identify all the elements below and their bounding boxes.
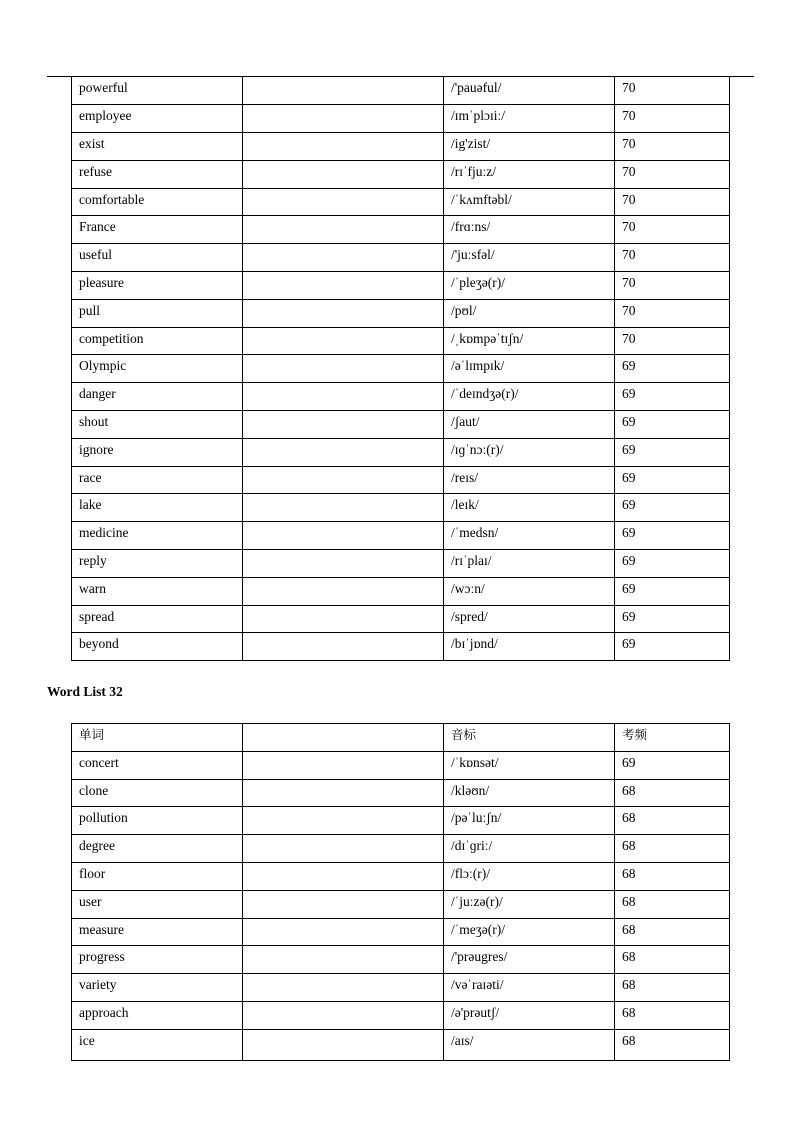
table-row [72, 918, 730, 946]
phonetic-cell: /ˌkɒmpəˈtɪʃn/ [444, 327, 615, 355]
phonetic-cell: /vəˈraɪəti/ [444, 974, 615, 1002]
word-cell: employee [72, 105, 243, 133]
frequency-cell: 69 [615, 550, 730, 578]
frequency-cell: 69 [615, 522, 730, 550]
word-cell: refuse [72, 160, 243, 188]
frequency-cell: 68 [615, 862, 730, 890]
meaning-cell [243, 577, 444, 605]
table-row [72, 383, 730, 411]
frequency-cell: 69 [615, 494, 730, 522]
table-row [72, 244, 730, 272]
word-cell: progress [72, 946, 243, 974]
table-row [72, 272, 730, 300]
word-cell: race [72, 466, 243, 494]
meaning-cell [243, 383, 444, 411]
word-list-32-table [71, 723, 730, 1061]
phonetic-cell: /bɪˈjɒnd/ [444, 633, 615, 661]
word-list-31-body [72, 77, 730, 661]
table-row [72, 438, 730, 466]
phonetic-cell: /pəˈluːʃn/ [444, 807, 615, 835]
table-row [72, 946, 730, 974]
meaning-cell [243, 779, 444, 807]
meaning-cell [243, 522, 444, 550]
frequency-cell: 69 [615, 577, 730, 605]
frequency-cell: 70 [615, 327, 730, 355]
meaning-cell [243, 1001, 444, 1029]
table-row [72, 522, 730, 550]
table-row [72, 411, 730, 439]
frequency-cell: 68 [615, 835, 730, 863]
frequency-cell: 69 [615, 383, 730, 411]
frequency-cell: 68 [615, 918, 730, 946]
word-cell: pollution [72, 807, 243, 835]
frequency-cell: 68 [615, 946, 730, 974]
phonetic-cell: /pʊl/ [444, 299, 615, 327]
word-cell: clone [72, 779, 243, 807]
frequency-cell: 68 [615, 1001, 730, 1029]
word-cell: concert [72, 751, 243, 779]
phonetic-cell: /ˈmeʒə(r)/ [444, 918, 615, 946]
table-row [72, 466, 730, 494]
meaning-cell [243, 974, 444, 1002]
meaning-cell [243, 244, 444, 272]
table-row [72, 550, 730, 578]
word-cell: comfortable [72, 188, 243, 216]
phonetic-cell: /ig'zist/ [444, 133, 615, 161]
word-cell: warn [72, 577, 243, 605]
frequency-cell: 70 [615, 77, 730, 105]
table-row [72, 494, 730, 522]
word-cell: approach [72, 1001, 243, 1029]
table-row [72, 1001, 730, 1029]
frequency-cell: 70 [615, 216, 730, 244]
word-cell: pull [72, 299, 243, 327]
frequency-cell: 68 [615, 1029, 730, 1060]
meaning-cell [243, 918, 444, 946]
word-cell: degree [72, 835, 243, 863]
frequency-cell: 70 [615, 299, 730, 327]
meaning-cell [243, 835, 444, 863]
word-cell: reply [72, 550, 243, 578]
frequency-cell: 70 [615, 105, 730, 133]
phonetic-cell: /ə'prəutʃ/ [444, 1001, 615, 1029]
word-cell: beyond [72, 633, 243, 661]
word-cell: floor [72, 862, 243, 890]
table-row [72, 327, 730, 355]
frequency-cell: 69 [615, 355, 730, 383]
phonetic-cell: /spred/ [444, 605, 615, 633]
meaning-cell [243, 411, 444, 439]
meaning-cell [243, 550, 444, 578]
phonetic-cell: /ˈmedsn/ [444, 522, 615, 550]
meaning-cell [243, 438, 444, 466]
frequency-cell: 70 [615, 188, 730, 216]
word-list-31-table [71, 77, 730, 661]
meaning-cell [243, 862, 444, 890]
frequency-cell: 68 [615, 974, 730, 1002]
phonetic-cell: /ˈkɒnsət/ [444, 751, 615, 779]
phonetic-cell: /frɑːns/ [444, 216, 615, 244]
phonetic-cell: /ˈdeɪndʒə(r)/ [444, 383, 615, 411]
table-row [72, 577, 730, 605]
meaning-cell [243, 633, 444, 661]
frequency-cell: 69 [615, 411, 730, 439]
word-cell: user [72, 890, 243, 918]
meaning-cell [243, 160, 444, 188]
meaning-cell [243, 807, 444, 835]
frequency-cell: 69 [615, 438, 730, 466]
word-cell: shout [72, 411, 243, 439]
table-row [72, 216, 730, 244]
table-row [72, 974, 730, 1002]
header-phonetic: 音标 [444, 724, 615, 752]
phonetic-cell: /kləʊn/ [444, 779, 615, 807]
table-row [72, 355, 730, 383]
table-row [72, 133, 730, 161]
meaning-cell [243, 751, 444, 779]
meaning-cell [243, 299, 444, 327]
table-row [72, 299, 730, 327]
phonetic-cell: /leɪk/ [444, 494, 615, 522]
table-row [72, 188, 730, 216]
table-row [72, 633, 730, 661]
table-row [72, 862, 730, 890]
word-cell: measure [72, 918, 243, 946]
phonetic-cell: /flɔː(r)/ [444, 862, 615, 890]
word-cell: pleasure [72, 272, 243, 300]
meaning-cell [243, 946, 444, 974]
phonetic-cell: /ˈpleʒə(r)/ [444, 272, 615, 300]
word-cell: medicine [72, 522, 243, 550]
frequency-cell: 70 [615, 244, 730, 272]
frequency-cell: 70 [615, 272, 730, 300]
frequency-cell: 68 [615, 779, 730, 807]
word-cell: exist [72, 133, 243, 161]
word-cell: ignore [72, 438, 243, 466]
header-meaning [243, 724, 444, 752]
table-row [72, 1029, 730, 1060]
meaning-cell [243, 466, 444, 494]
frequency-cell: 69 [615, 466, 730, 494]
meaning-cell [243, 327, 444, 355]
frequency-cell: 68 [615, 890, 730, 918]
meaning-cell [243, 216, 444, 244]
phonetic-cell: /'juːsfəl/ [444, 244, 615, 272]
phonetic-cell: /dɪˈɡriː/ [444, 835, 615, 863]
table-row [72, 105, 730, 133]
meaning-cell [243, 355, 444, 383]
header-word: 单词 [72, 724, 243, 752]
phonetic-cell: /ʃaut/ [444, 411, 615, 439]
phonetic-cell: /'prəugres/ [444, 946, 615, 974]
meaning-cell [243, 494, 444, 522]
frequency-cell: 69 [615, 751, 730, 779]
word-cell: France [72, 216, 243, 244]
table-row [72, 605, 730, 633]
table-row [72, 835, 730, 863]
table-row [72, 160, 730, 188]
meaning-cell [243, 272, 444, 300]
word-cell: powerful [72, 77, 243, 105]
table-header-row [72, 724, 730, 752]
phonetic-cell: /ɪɡˈnɔː(r)/ [444, 438, 615, 466]
table-row [72, 779, 730, 807]
phonetic-cell: /rɪˈplaɪ/ [444, 550, 615, 578]
frequency-cell: 69 [615, 605, 730, 633]
meaning-cell [243, 890, 444, 918]
phonetic-cell: /ˈkʌmftəbl/ [444, 188, 615, 216]
word-cell: competition [72, 327, 243, 355]
word-cell: useful [72, 244, 243, 272]
meaning-cell [243, 105, 444, 133]
phonetic-cell: /reɪs/ [444, 466, 615, 494]
table-row [72, 807, 730, 835]
word-list-32-body [72, 724, 730, 1061]
phonetic-cell: /aɪs/ [444, 1029, 615, 1060]
frequency-cell: 70 [615, 160, 730, 188]
phonetic-cell: /'pauəful/ [444, 77, 615, 105]
frequency-cell: 69 [615, 633, 730, 661]
phonetic-cell: /ˈjuːzə(r)/ [444, 890, 615, 918]
meaning-cell [243, 77, 444, 105]
meaning-cell [243, 133, 444, 161]
word-cell: spread [72, 605, 243, 633]
table-row [72, 751, 730, 779]
table-row [72, 77, 730, 105]
phonetic-cell: /ɪmˈplɔɪiː/ [444, 105, 615, 133]
frequency-cell: 68 [615, 807, 730, 835]
meaning-cell [243, 188, 444, 216]
meaning-cell [243, 1029, 444, 1060]
word-cell: variety [72, 974, 243, 1002]
word-cell: Olympic [72, 355, 243, 383]
phonetic-cell: /əˈlɪmpɪk/ [444, 355, 615, 383]
phonetic-cell: /wɔːn/ [444, 577, 615, 605]
word-cell: ice [72, 1029, 243, 1060]
frequency-cell: 70 [615, 133, 730, 161]
word-cell: danger [72, 383, 243, 411]
phonetic-cell: /rɪˈfjuːz/ [444, 160, 615, 188]
header-frequency: 考频 [615, 724, 730, 752]
word-cell: lake [72, 494, 243, 522]
word-list-32-title: Word List 32 [47, 684, 123, 699]
meaning-cell [243, 605, 444, 633]
table-row [72, 890, 730, 918]
